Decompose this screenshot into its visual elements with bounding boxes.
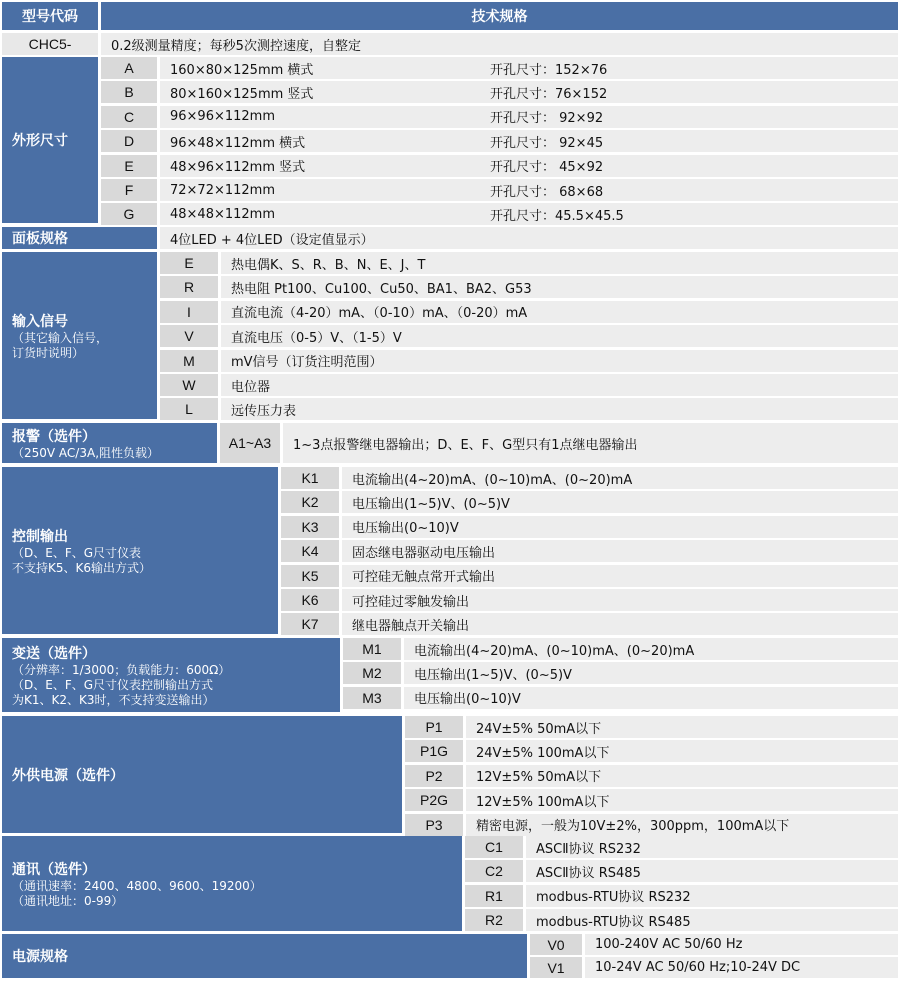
comm-description: modbus-RTU协议 RS232 [536,890,691,906]
control-description: 继电器触点开关输出 [352,618,470,634]
supply-label [2,934,527,978]
dimensions-row [101,155,898,177]
dimensions-cutout: 开孔尺寸： 92×45 [490,135,604,151]
dimensions-description: 48×48×112mm [170,206,276,222]
comm-subtitle-1: （通讯速率：2400、4800、9600、19200） [12,878,262,893]
control-description: 可控硅过零触发输出 [352,594,470,610]
dimensions-row [101,179,898,201]
dimensions-title: 外形尺寸 [12,133,68,149]
control-code: K1 [281,467,339,489]
comm-title: 通讯（选件） [12,861,96,878]
power_out-row [405,765,898,787]
comm-row [465,885,898,907]
dimensions-row [101,130,898,152]
power_out-description: 24V±5% 50mA以下 [476,721,602,737]
supply-description: 100-240V AC 50/60 Hz [595,937,743,952]
control-row [281,491,898,513]
comm-code: R1 [465,885,523,907]
power_out-code: P1 [405,716,463,738]
control-row [281,467,898,489]
dimensions-row [101,81,898,103]
power_out-code: P2 [405,765,463,787]
dimensions-code: G [101,203,157,225]
dimensions-code: F [101,179,157,201]
comm-code: R2 [465,909,523,931]
supply-code: V0 [530,934,582,955]
dimensions-description: 96×48×112mm 横式 [170,135,306,151]
input-description: 热电阻 Pt100、Cu100、Cu50、BA1、BA2、G53 [231,281,532,297]
input-description: 直流电流（4-20）mA、（0-10）mA、（0-20）mA [231,306,528,322]
dimensions-code: A [101,57,157,79]
input-title: 输入信号 [12,313,68,330]
control-subtitle-2: 不支持K5、K6输出方式） [12,560,152,575]
control-row [281,565,898,587]
comm-description: modbus-RTU协议 RS485 [536,914,691,930]
transmit-code: M1 [343,638,401,660]
input-row [160,325,898,347]
transmit-label [2,638,340,712]
dimensions-cutout: 开孔尺寸：45.5×45.5 [490,208,624,224]
dimensions-description: 80×160×125mm 竖式 [170,86,314,102]
input-subtitle-2: 订货时说明） [12,345,85,360]
input-code: E [160,252,218,274]
transmit-description: 电压输出(0~10)V [414,692,521,708]
transmit-code: M2 [343,662,401,684]
comm-row [465,860,898,882]
dimensions-description: 160×80×125mm 横式 [170,62,314,78]
input-row [160,398,898,420]
control-code: K5 [281,565,339,587]
transmit-row [343,662,898,684]
dimensions-cutout: 开孔尺寸： 92×92 [490,111,604,127]
comm-label [2,836,462,931]
control-row [281,613,898,635]
model-code: CHC5- [2,33,98,55]
input-description: 直流电压（0-5）V、（1-5）V [231,330,402,346]
supply-row [530,934,898,955]
power_out-description: 12V±5% 100mA以下 [476,794,610,810]
dimensions-code: D [101,130,157,152]
power_out-row [405,740,898,762]
control-description: 电压输出(1~5)V、(0~5)V [352,496,510,512]
input-code: W [160,374,218,396]
power_out-description: 精密电源，一般为10V±2%，300ppm，100mA以下 [476,819,790,835]
power_out-description: 12V±5% 50mA以下 [476,770,602,786]
power_out-description: 24V±5% 100mA以下 [476,745,610,761]
header-model-code: 型号代码 [2,2,98,30]
input-subtitle-1: （其它输入信号， [12,330,109,345]
comm-description: ASCⅡ协议 RS485 [536,865,641,881]
control-row [281,589,898,611]
control-description: 固态继电器驱动电压输出 [352,545,496,561]
input-label [2,252,157,419]
dimensions-row [101,106,898,128]
dimensions-cutout: 开孔尺寸： 45×92 [490,160,604,176]
control-row [281,540,898,562]
control-code: K7 [281,613,339,635]
comm-code: C1 [465,836,523,858]
alarm-label [2,423,217,463]
dimensions-cutout: 开孔尺寸： 68×68 [490,184,604,200]
supply-row [530,957,898,978]
comm-code: C2 [465,860,523,882]
power_out-row [405,716,898,738]
input-description: mV信号（订货注明范围） [231,355,383,371]
panel-description: 4位LED + 4位LED（设定值显示） [160,227,898,249]
comm-row [465,909,898,931]
dimensions-row [101,57,898,79]
dimensions-description: 96×96×112mm [170,109,276,125]
supply-description: 10-24V AC 50/60 Hz;10-24V DC [595,960,801,975]
comm-row [465,836,898,858]
panel-title: 面板规格 [12,231,68,247]
alarm-subtitle: （250V AC/3A,阻性负载） [12,445,160,460]
supply-title: 电源规格 [12,949,68,965]
transmit-description: 电压输出(1~5)V、(0~5)V [414,667,572,683]
supply-code: V1 [530,957,582,978]
alarm-title: 报警（选件） [12,428,96,445]
dimensions-description: 48×96×112mm 竖式 [170,160,306,176]
control-row [281,516,898,538]
dimensions-cutout: 开孔尺寸：76×152 [490,86,608,102]
control-code: K6 [281,589,339,611]
control-subtitle-1: （D、E、F、G尺寸仪表 [12,545,142,560]
transmit-row [343,687,898,709]
power_out-code: P2G [405,789,463,811]
dimensions-code: C [101,106,157,128]
transmit-code: M3 [343,687,401,709]
input-row [160,252,898,274]
transmit-title: 变送（选件） [12,645,96,662]
power-out-label [2,716,402,833]
dimensions-code: B [101,81,157,103]
comm-description: ASCⅡ协议 RS232 [536,841,641,857]
input-description: 热电偶K、S、R、B、N、E、J、T [231,257,426,273]
control-code: K4 [281,540,339,562]
input-row [160,350,898,372]
dimensions-cutout: 开孔尺寸：152×76 [490,62,608,78]
dimensions-code: E [101,155,157,177]
control-description: 可控硅无触点常开式输出 [352,570,496,586]
power_out-code: P1G [405,740,463,762]
header-tech-spec: 技术规格 [101,2,898,30]
control-code: K3 [281,516,339,538]
transmit-subtitle-3: 为K1、K2、K3时，不支持变送输出） [12,692,215,707]
alarm-code: A1~A3 [220,423,280,463]
comm-subtitle-2: （通讯地址：0-99） [12,893,124,908]
dimensions-row [101,203,898,225]
transmit-row [343,638,898,660]
panel-label [2,227,157,249]
transmit-subtitle-1: （分辨率：1/3000；负载能力：600Ω） [12,662,231,677]
control-title: 控制输出 [12,528,68,545]
input-code: M [160,350,218,372]
alarm-description: 1~3点报警继电器输出；D、E、F、G型只有1点继电器输出 [283,423,898,463]
input-row [160,276,898,298]
power_out-row [405,789,898,811]
input-code: R [160,276,218,298]
input-description: 远传压力表 [231,403,297,419]
input-code: V [160,325,218,347]
input-row [160,374,898,396]
power_out-row [405,814,898,836]
input-row [160,301,898,323]
model-description: 0.2级测量精度；每秒5次测控速度，自整定 [101,33,898,55]
control-label [2,467,278,634]
dimensions-label [2,57,98,223]
input-description: 电位器 [231,379,271,395]
transmit-description: 电流输出(4~20)mA、(0~10)mA、(0~20)mA [414,643,695,659]
control-code: K2 [281,491,339,513]
dimensions-description: 72×72×112mm [170,182,276,198]
control-description: 电流输出(4~20)mA、(0~10)mA、(0~20)mA [352,472,633,488]
power_out-code: P3 [405,814,463,836]
control-description: 电压输出(0~10)V [352,521,459,537]
input-code: I [160,301,218,323]
transmit-subtitle-2: （D、E、F、G尺寸仪表控制输出方式 [12,677,214,692]
power-out-title: 外供电源（选件） [12,767,124,784]
input-code: L [160,398,218,420]
